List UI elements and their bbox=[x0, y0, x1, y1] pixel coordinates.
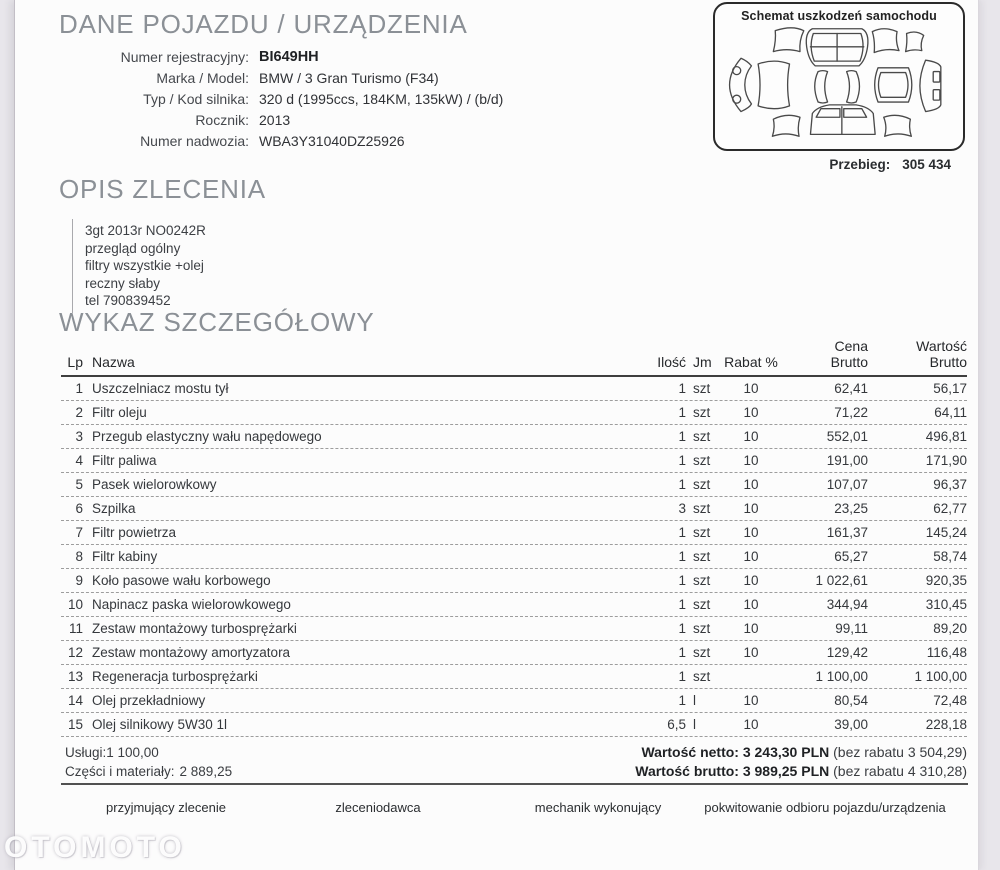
cell-nazwa: Uszczelniacz mostu tył bbox=[92, 381, 229, 396]
cell-rabat: 10 bbox=[743, 645, 759, 660]
vehicle-field-make-model bbox=[59, 68, 503, 89]
car-exploded-top-view-icon bbox=[720, 24, 958, 142]
cell-jm: szt bbox=[693, 501, 711, 516]
cell-cena-brutto: 191,00 bbox=[826, 453, 868, 468]
cell-jm: szt bbox=[693, 477, 711, 492]
cell-cena-brutto: 1 022,61 bbox=[815, 573, 868, 588]
cell-lp: 13 bbox=[67, 669, 83, 684]
vehicle-field-vin bbox=[59, 131, 503, 152]
cell-lp: 9 bbox=[75, 573, 83, 588]
cell-nazwa: Olej silnikowy 5W30 1l bbox=[92, 717, 228, 732]
cell-nazwa: Zestaw montażowy turbosprężarki bbox=[92, 621, 297, 636]
cell-cena-brutto: 107,07 bbox=[826, 477, 868, 492]
order-section-title: OPIS ZLECENIA bbox=[59, 174, 266, 204]
table-row bbox=[61, 689, 967, 713]
cell-lp: 3 bbox=[75, 429, 83, 444]
cell-nazwa: Filtr paliwa bbox=[92, 453, 157, 468]
vehicle-field-registration bbox=[59, 47, 503, 68]
cell-wartosc-brutto: 62,77 bbox=[933, 501, 967, 516]
cell-ilosc: 1 bbox=[678, 573, 686, 588]
summary-right bbox=[635, 743, 967, 781]
field-value: BMW / 3 Gran Turismo (F34) bbox=[259, 70, 439, 86]
cell-rabat: 10 bbox=[743, 429, 759, 444]
cell-ilosc: 6,5 bbox=[667, 717, 686, 732]
table-row bbox=[61, 521, 967, 545]
cell-nazwa: Koło pasowe wału korbowego bbox=[92, 573, 271, 588]
cell-jm: szt bbox=[693, 669, 711, 684]
cell-lp: 4 bbox=[75, 453, 83, 468]
cell-wartosc-brutto: 310,45 bbox=[925, 597, 967, 612]
cell-ilosc: 1 bbox=[678, 669, 686, 684]
table-row bbox=[61, 377, 967, 401]
mileage bbox=[713, 157, 951, 172]
cell-rabat: 10 bbox=[743, 477, 759, 492]
cell-jm: szt bbox=[693, 525, 711, 540]
cell-nazwa: Napinacz paska wielorowkowego bbox=[92, 597, 291, 612]
order-line: tel 790839452 bbox=[85, 293, 171, 309]
parts-total: Części i materiały: 2 889,25 bbox=[65, 763, 233, 779]
cell-jm: szt bbox=[693, 381, 711, 396]
cell-wartosc-brutto: 171,90 bbox=[925, 453, 967, 468]
cell-lp: 7 bbox=[75, 525, 83, 540]
document-page bbox=[14, 0, 979, 870]
cell-cena-brutto: 1 100,00 bbox=[815, 669, 868, 684]
cell-wartosc-brutto: 72,48 bbox=[933, 693, 967, 708]
table-row bbox=[61, 569, 967, 593]
cell-cena-brutto: 39,00 bbox=[834, 717, 868, 732]
col-nazwa: Nazwa bbox=[92, 354, 135, 370]
cell-ilosc: 3 bbox=[678, 501, 686, 516]
cell-wartosc-brutto: 496,81 bbox=[925, 429, 967, 444]
cell-rabat: 10 bbox=[743, 405, 759, 420]
cell-ilosc: 1 bbox=[678, 525, 686, 540]
field-value: 320 d (1995ccs, 184KM, 135kW) / (b/d) bbox=[259, 91, 504, 107]
cell-lp: 8 bbox=[75, 549, 83, 564]
cell-ilosc: 1 bbox=[678, 693, 686, 708]
cell-wartosc-brutto: 96,37 bbox=[933, 477, 967, 492]
field-value: BI649HH bbox=[259, 49, 319, 65]
cell-jm: l bbox=[693, 717, 696, 732]
order-line: reczny słaby bbox=[85, 275, 161, 291]
table-row bbox=[61, 713, 967, 737]
table-row bbox=[61, 593, 967, 617]
cell-nazwa: Szpilka bbox=[92, 501, 136, 516]
cell-rabat: 10 bbox=[743, 381, 759, 396]
cell-nazwa: Filtr powietrza bbox=[92, 525, 177, 540]
cell-ilosc: 1 bbox=[678, 477, 686, 492]
cell-nazwa: Zestaw montażowy amortyzatora bbox=[92, 645, 291, 660]
cell-cena-brutto: 344,94 bbox=[826, 597, 868, 612]
cell-cena-brutto: 99,11 bbox=[835, 621, 868, 636]
signature-order-taker: przyjmujący zlecenie bbox=[106, 800, 226, 815]
damage-schematic-box bbox=[713, 2, 965, 151]
cell-cena-brutto: 80,54 bbox=[834, 693, 868, 708]
details-section-title: WYKAZ SZCZEGÓŁOWY bbox=[59, 307, 375, 337]
cell-cena-brutto: 62,41 bbox=[834, 381, 868, 396]
cell-ilosc: 1 bbox=[678, 621, 686, 636]
table-row bbox=[61, 473, 967, 497]
cell-wartosc-brutto: 145,24 bbox=[925, 525, 967, 540]
vehicle-section-title: DANE POJAZDU / URZĄDZENIA bbox=[59, 9, 468, 39]
cell-lp: 15 bbox=[67, 717, 83, 732]
col-cena-brutto: Cena Brutto bbox=[830, 338, 868, 370]
cell-wartosc-brutto: 58,74 bbox=[933, 549, 967, 564]
cell-cena-brutto: 552,01 bbox=[826, 429, 868, 444]
field-value: 2013 bbox=[259, 112, 291, 128]
cell-rabat: 10 bbox=[743, 525, 759, 540]
table-row bbox=[61, 497, 967, 521]
field-value: WBA3Y31040DZ25926 bbox=[259, 133, 405, 149]
cell-rabat: 10 bbox=[743, 717, 759, 732]
cell-lp: 2 bbox=[75, 405, 83, 420]
signature-client: zleceniodawca bbox=[335, 800, 421, 815]
cell-cena-brutto: 129,42 bbox=[826, 645, 868, 660]
cell-lp: 5 bbox=[75, 477, 83, 492]
table-row bbox=[61, 617, 967, 641]
cell-wartosc-brutto: 56,17 bbox=[933, 381, 967, 396]
col-wartosc-brutto: Wartość Brutto bbox=[916, 338, 967, 370]
cell-rabat: 10 bbox=[743, 597, 759, 612]
cell-jm: szt bbox=[693, 429, 711, 444]
table-row bbox=[61, 665, 967, 689]
table-body bbox=[61, 377, 967, 737]
field-label: Rocznik: bbox=[195, 112, 249, 128]
order-line: filtry wszystkie +olej bbox=[85, 258, 204, 274]
table-row bbox=[61, 641, 967, 665]
col-lp: Lp bbox=[67, 354, 83, 370]
cell-jm: szt bbox=[693, 573, 711, 588]
order-line: 3gt 2013r NO0242R bbox=[85, 223, 206, 238]
vehicle-data bbox=[59, 47, 503, 152]
order-description bbox=[72, 219, 206, 313]
cell-rabat: 10 bbox=[743, 501, 759, 516]
table-row bbox=[61, 425, 967, 449]
cell-ilosc: 1 bbox=[678, 645, 686, 660]
cell-nazwa: Olej przekładniowy bbox=[92, 693, 206, 708]
cell-ilosc: 1 bbox=[678, 429, 686, 444]
field-label: Typ / Kod silnika: bbox=[143, 91, 249, 107]
cell-rabat: 10 bbox=[743, 573, 759, 588]
field-label: Marka / Model: bbox=[156, 70, 249, 86]
cell-lp: 1 bbox=[75, 381, 83, 396]
cell-rabat: 10 bbox=[743, 693, 759, 708]
gross-total: Wartość brutto: 3 989,25 PLN (bez rabatu 4 310,28) bbox=[635, 763, 967, 779]
net-total: Wartość netto: 3 243,30 PLN (bez rabatu 3 504,29) bbox=[641, 744, 967, 760]
signature-receipt: pokwitowanie odbioru pojazdu/urządzenia bbox=[704, 800, 946, 815]
cell-lp: 11 bbox=[68, 621, 83, 636]
cell-jm: szt bbox=[693, 621, 711, 636]
cell-jm: szt bbox=[693, 597, 711, 612]
cell-lp: 14 bbox=[67, 693, 83, 708]
order-line: przegląd ogólny bbox=[85, 240, 181, 256]
cell-ilosc: 1 bbox=[678, 405, 686, 420]
cell-cena-brutto: 23,25 bbox=[834, 501, 868, 516]
details-table bbox=[61, 338, 967, 737]
cell-cena-brutto: 161,37 bbox=[826, 525, 868, 540]
table-row bbox=[61, 401, 967, 425]
vehicle-field-engine bbox=[59, 89, 503, 110]
col-jm: Jm bbox=[693, 354, 712, 370]
cell-ilosc: 1 bbox=[678, 549, 686, 564]
cell-nazwa: Pasek wielorowkowy bbox=[92, 477, 217, 492]
cell-wartosc-brutto: 1 100,00 bbox=[914, 669, 967, 684]
cell-lp: 12 bbox=[67, 645, 83, 660]
summary-divider bbox=[61, 783, 968, 785]
cell-cena-brutto: 65,27 bbox=[834, 549, 868, 564]
cell-rabat: 10 bbox=[743, 621, 759, 636]
cell-ilosc: 1 bbox=[678, 597, 686, 612]
mileage-value: 305 434 bbox=[902, 157, 951, 172]
col-rabat: Rabat % bbox=[724, 354, 778, 370]
cell-jm: szt bbox=[693, 645, 711, 660]
field-label: Numer nadwozia: bbox=[140, 133, 249, 149]
table-header bbox=[61, 338, 967, 377]
services-total: Usługi:1 100,00 bbox=[65, 745, 159, 760]
cell-lp: 10 bbox=[67, 597, 83, 612]
cell-jm: szt bbox=[693, 453, 711, 468]
cell-wartosc-brutto: 89,20 bbox=[933, 621, 967, 636]
cell-lp: 6 bbox=[75, 501, 83, 516]
otomoto-watermark: OTOMOTO bbox=[4, 831, 186, 864]
cell-ilosc: 1 bbox=[678, 381, 686, 396]
cell-wartosc-brutto: 228,18 bbox=[925, 717, 967, 732]
cell-jm: l bbox=[693, 693, 696, 708]
summary-left bbox=[65, 744, 232, 781]
cell-nazwa: Przegub elastyczny wału napędowego bbox=[92, 429, 322, 444]
vehicle-field-year bbox=[59, 110, 503, 131]
table-row bbox=[61, 449, 967, 473]
field-label: Numer rejestracyjny: bbox=[120, 49, 249, 65]
cell-nazwa: Regeneracja turbosprężarki bbox=[92, 669, 258, 684]
table-row bbox=[61, 545, 967, 569]
cell-rabat: 10 bbox=[743, 453, 759, 468]
cell-nazwa: Filtr oleju bbox=[92, 405, 147, 420]
signature-mechanic: mechanik wykonujący bbox=[534, 800, 662, 815]
cell-cena-brutto: 71,22 bbox=[834, 405, 868, 420]
cell-wartosc-brutto: 64,11 bbox=[934, 405, 967, 420]
cell-wartosc-brutto: 116,48 bbox=[926, 645, 967, 660]
cell-nazwa: Filtr kabiny bbox=[92, 549, 158, 564]
cell-jm: szt bbox=[693, 549, 711, 564]
mileage-label: Przebieg: bbox=[829, 157, 891, 172]
cell-jm: szt bbox=[693, 405, 711, 420]
cell-ilosc: 1 bbox=[678, 453, 686, 468]
cell-wartosc-brutto: 920,35 bbox=[925, 573, 967, 588]
damage-schematic-title: Schemat uszkodzeń samochodu bbox=[741, 9, 937, 23]
cell-rabat: 10 bbox=[743, 549, 759, 564]
col-ilosc: Ilość bbox=[657, 354, 686, 370]
